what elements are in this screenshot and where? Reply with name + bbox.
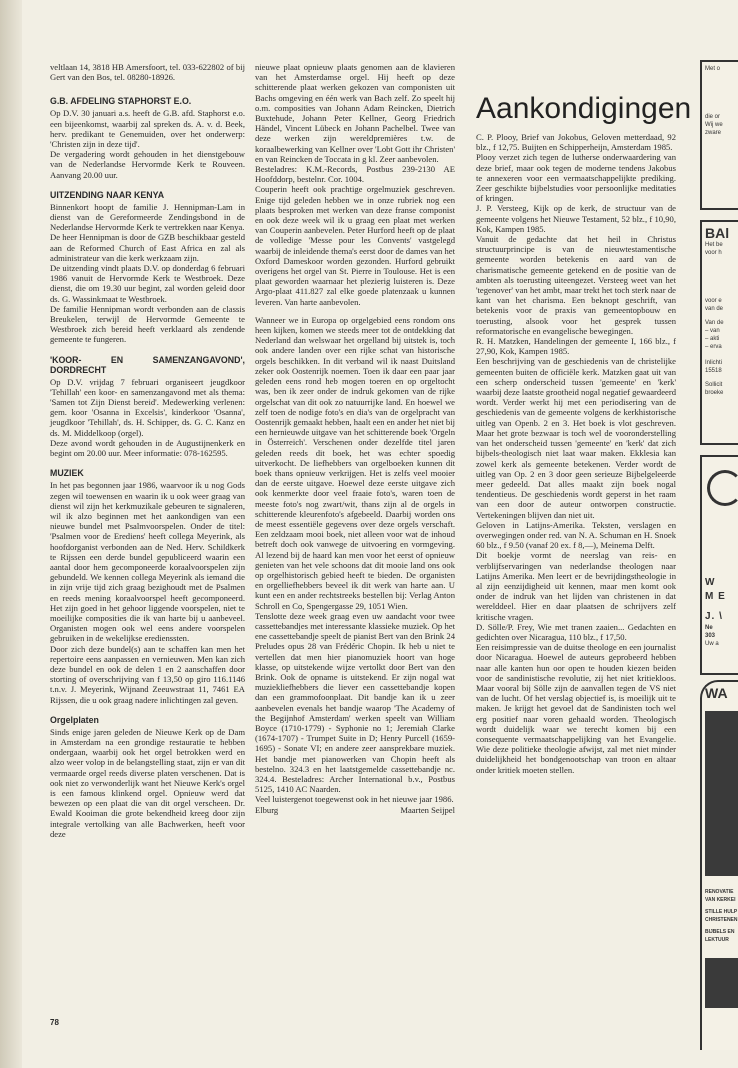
ad-photo-bottom [705,958,738,1008]
ad-text: van de [705,306,724,312]
heading-koor-samenzangavond: 'KOOR- EN SAMENZANGAVOND', DORDRECHT [50,354,245,375]
ad-text: Met o [705,66,721,72]
ad-text: Inlichti [705,360,723,366]
paragraph: De familie Hennipman wordt verbonden aan de classis Breukelen, terwijl de Hervormde Gemeente te Westbroek zich bereid heeft verklaard als zendende gemeente te fungeren. [50,303,245,345]
ad-photo [705,711,738,876]
ad-heading: BAl [705,225,730,241]
column-right [476,92,692,775]
paragraph: Binnenkort hoopt de familie J. Hennipman-Lam in dienst van de Gereformeerde Zendingsbond in de Nederlandse Hervormde Kerk te vertrekken naar Kenya. [50,201,245,233]
paragraph: De vergadering wordt gehouden in het dienstgebouw van de Nederlandse Hervormde Kerk te Rouveen. Aanvang 20.00 uur. [50,149,245,180]
ad-text: die or [705,114,721,120]
ad-text: VAN KERKEI [705,897,736,903]
book-review: Plooy verzet zich tegen de lutherse onderwaardering van deze brief, maar ook tegen de moderne tendens Jakobus te annexeren voor een vermaatschappelijkte prediking. Zeer geschikte bijbelstudies voor persoonlijke meditaties of kringen. [476,152,676,204]
paragraph: Veel luistergenot toegewenst ook in het nieuwe jaar 1986. [255,794,454,805]
paragraph: Couperin heeft ook prachtige orgelmuziek geschreven. Enige tijd geleden hebben we in onze rubriek nog een plaats besproken met werken van deze franse componist en ook deze week wil ik u graag een plaat met werken van Couperin aanbevelen. Peter Hurford heeft op de plaat de volledige 'Messe pour les Convents' vastgelegd waarbij de inleidende thema's eerst door de dames van het Oxford Dameskoor worden gezonden. Hurford gebruikt overigens het orgel van St. Pierre in Toulouse. Het is een plaat geworden waarnaar het plezierig luisteren is. Deze Argo-plaat 411.827 zal elke goede platenzaak u kunnen leveren. Van harte aanbevolen. [255,184,455,307]
book-review: Dit boekje vormt de neerslag van reis- en verblijfservaringen van nederlandse theologen naar Latijns Amerika. Men leert er de bevrijdingstheologie in al zijn eenzijdigheid uit kennen, maar men komt ook onder de indruk van het lijden van christenen in dat werelddeel. Hier en daar plaatsen de schrijvers zelf kritische vragen. [476,550,676,622]
page-number: 78 [50,1018,59,1027]
paragraph: Op D.V. vrijdag 7 februari organiseert jeugdkoor 'Tehillah' een koor- en samenzangavond met als thema: 'Samen tot Zijn Dienst bereid'. Medewerking verlenen: gem. koor 'Osanna in Excelsis', kinderkoor 'Osanna', jeugdkoor 'Tehillah', ds. H. Schipper, ds. G. C. Kanz en ds. M. Middelkoop (orgel). [50,376,245,438]
ad-box-wa [700,680,738,1050]
paragraph: Deze avond wordt gehouden in de Augustijnenkerk en begint om 20.00 uur. Meer informatie: 078-162595. [50,437,245,459]
paragraph: Sinds enige jaren geleden de Nieuwe Kerk op de Dam in Amsterdam na een grondige restauratie te hebben ondergaan, waarbij ook het orgel betrokken werd en alzo weer volop in de belangstelling staat, zijn er van dit vermaarde orgel reeds diverse platen verschenen. Dat is ook niet zo verwonderlijk want het Nieuwe Kerk's orgel is een famous klinkend orgel. Opnieuw werd dat bewezen op een plaat die van dit orgel verscheen. Dr. Ewald Kooiman die grote bekendheid kreeg door zijn integrale vertolking van alle Bachwerken, heeft voor deze [50,726,245,839]
ad-heading: M E [705,591,726,602]
intro-text: veltlaan 14, 3818 HB Amersfoort, tel. 033-622802 of bij Gert van den Bos, tel. 08280-18926. [50,62,245,83]
ad-text: 303 [705,633,716,639]
book-entry: D. Sölle/P. Frey, Wie met tranen zaaien... Gedachten en gedichten over Nicaragua, 110 blz., f 17,50. [476,621,676,642]
ad-text: STILLE HULP [705,909,738,915]
heading-orgelplaten: Orgelplaten [50,714,99,725]
book-entry: J. P. Versteeg, Kijk op de kerk, de structuur van de gemeente volgens het Nieuwe Testament, 52 blz., f 10,90, Kok, Kampen 1985. [476,203,676,234]
ad-text: 15518 [705,368,722,374]
paragraph: nieuwe plaat opnieuw plaats genomen aan de klavieren van het Amsterdamse orgel. Hij heeft op deze schitterende plaat werken gekozen van componisten uit Bachs omgeving en één werk van Bach zelf. Zo speelt hij o.m. composities van Johann Adam Reincken, Dietrich Buxtehude, Johann Peter Kellner, Georg Friedrich Händel, Vincent Lübeck en Johann Pachelbel. Twee van deze werken zijn wereldpremières t.w. de koraalbewerking van Kellner over 'Lobt Gott ihr Christen' en van Reincken de Toccata in g kl. Zeer aanbevolen. [255,62,455,164]
ad-heading: J. \ [705,611,723,622]
ad-box-wme [700,455,738,675]
ad-text: – akti [705,336,720,342]
ad-text: Sollicit [705,382,723,388]
heading-muziek: MUZIEK [50,468,84,479]
book-entry: C. P. Plooy, Brief van Jokobus, Geloven metterdaad, 92 blz., f 12,75. Buijten en Schipperheijn, Amsterdam 1985. [476,132,676,153]
page-gutter-shadow [0,0,22,1068]
ad-text: Van de [705,320,724,326]
paragraph: Tenslotte deze week graag even uw aandacht voor twee cassettebandjes met interessante klassieke muziek. Op het ene cassettebandje speelt de pianist Bert van den Brink 24 Preludes opus 28 van Frédéric Chopin. Ik heb u niet te vertellen dat men hier pianomuziek hoort van hoge klasse, op uitstekende wijze vertolkt door Bert van den Brink. Ook de opname is uitstekend. Er zijn nogal wat muziekliefhebbers die liever een cassettebandje kopen dan een grammofoonplaat. Dit bandje kan ik u zeer aanbevelen evenals het bandje waarop 'The Academy of the Begijnhof Amsterdam' werken speelt van William Boyce (1710-1779) - Syphonie no 1; Jeremiah Clarke (1674-1707) - Trumpet Suite in D; Henry Purcell (1659-1695) - Sonate VI; en andere zeer aansprekbare muziek. Het bandje met pianowerken van Chopin heeft als bestelno. 324.3 en het laatstgemelde cassettebandje nc. 324.4. Besteladres: Archer International b.v., Postbus 5125, 1410 AC Naarden. [255,610,455,795]
paragraph: Door zich deze bundel(s) aan te schaffen kan men het repertoire eens aanpassen en vernieuwen. Men kan zich deze bundel en ook de delen 1 en 2 aanschaffen door storting of overschrijving van f 13,50 op giro 116.1146 t.n.v. J. Meyerink, Wijnand Zeeuwstraat 11, 7461 EA Rijssen, die u ook graag nadere inlichtingen zal geven. [50,643,245,705]
ad-text: voor e [705,298,722,304]
ad-text: LEKTUUR [705,937,729,943]
ad-heading: W [705,577,716,588]
sign-place: Elburg [255,804,279,815]
paragraph: De heer Hennipman is door de GZB beschikbaar gesteld aan de Reformed Church of East Africa en zal als administrateur van die kerk werkzaam zijn. [50,232,245,263]
book-entry: Geloven in Latijns-Amerika. Teksten, verslagen en overwegingen onder red. van N. A. Schuman en H. Snoek 60 blz., f 9.50 (vanaf 20 ex. f 8,—), Meinema Delft. [476,519,676,551]
ad-text: RENOVATIE [705,889,734,895]
ad-text: Het be [705,242,723,248]
column-left [50,62,245,839]
ad-box-bal [700,220,738,445]
advertisement-strip [700,60,738,1050]
ad-text: broeke [705,390,724,396]
column-middle [255,62,455,815]
paragraph: In het pas begonnen jaar 1986, waarvoor ik u nog Gods zegen wil toewensen en waarin ik u ook weer graag van dienst wil zijn het kerkmuzikale gebeuren te signaleren, wil ik alzo beginnen met het aankondigen van een nieuwe bundel met Psalmvoorspelen. Onder de titel: 'Psalmen voor de Erediens' heeft collega Meyerink, als hoofdorganist verbonden aan de Ned. Herv. Schildkerk te Rijssen een derde bundel gepubliceerd waarin een aantal door hem gecomponeerde koraalvoorspelen zijn gebundeld. We kennen collega Meyerink als iemand die in zijn vrije tijd zich graag bezighoudt met de Psalmen en reeds mening koraalvoorspel heeft gecomponeerd. Het zijn goed in het gehoor liggende voorspelen, niet te moeilijke composities die ik van harte bij u aanbeveel. Organisten mogen ook wel eens andere voorspelen gebruiken in de wekelijkse eredienssten. [50,480,245,644]
heading-uitzending-kenya: UITZENDING NAAR KENYA [50,189,165,200]
ad-text: Uw a [705,641,719,647]
ad-text: voor h [705,250,722,256]
paragraph: Besteladres: K.M.-Records, Postbus 239-2130 AE Hoofddorp, bestelnr. Cor. 1004. [255,164,455,185]
ad-heading: WA [705,685,728,701]
spacer [255,307,455,315]
ad-text: – van [705,328,720,334]
ad-text: – erva [705,344,722,350]
paragraph: Op D.V. 30 januari a.s. heeft de G.B. afd. Staphorst e.o. een bijeenkomst, waarbij zal spreken ds. A. v. d. Beek, herv. predikant te Genemuiden, over het onderwerp: 'Christen zijn in deze tijd'. [50,108,245,150]
paragraph: De uitzending vindt plaats D.V. op donderdag 6 februari 1986 vanuit de Hervormde Kerk te Westbroek. Deze dienst, die om 19.30 uur begint, zal worden geleid door ds. G. Wassinkmaat te Westbroek. [50,263,245,304]
emblem-icon [707,470,738,506]
sign-name: Maarten Seijpel [400,804,455,815]
book-entry: R. H. Matzken, Handelingen der gemeente I, 166 blz., f 27,90, Kok, Kampen 1985. [476,336,676,357]
section-title-aankondigingen: Aankondigingen [476,92,692,125]
heading-gb-staphorst: G.B. AFDELING STAPHORST E.O. [50,96,192,107]
signature-line [255,805,455,815]
book-review: Vanuit de gedachte dat het heil in Christus structuurprincipe is van de nieuwtestamentische gemeente worden betekenis en aard van de charismatische gemeente getekend en de positie van de ambten als toerusting uiteengezet. Versteeg weet van het 'tegenover' van het ambt, maar trekt het toch sterk naar de kant van het charisma. Een beknopt geschrift, van betekenis voor de praxis van gemeentopbouw en toerusting, alsook voor het gesprek tussen reformatorische en evangelische bewegingen. [476,234,676,336]
book-review: Een reisimpressie van de duitse theologe en een journalist door Nicaragua. Hoewel de auteurs geprobeerd hebben naar alle kanten hun oor open te houden kiezen beiden voor de sandinistische revolutie, zij het niet kritiekloos. Maar vooral bij Sölle zijn de aanvallen tegen de VS niet van de lucht. Of het verslag objectief is, is moeilijk uit te maken. Je krijgt het gevoel dat de Sandinisten toch wel erg positief naar voren gehaald worden. Theologisch wordt duidelijk waar we terecht komen bij een consequente vermaatschappelijking van het Evangelie. Wie deze politieke theologie afwijst, zal met niet minder duidelijkheid het bondgenootschap van troon en altaar onder kritiek moeten stellen. [476,642,676,775]
ad-text: CHRISTENEN [705,917,738,923]
paragraph: Wanneer we in Europa op orgelgebied eens rondom ons heen kijken, komen we steeds meer tot de ontdekking dat Nederland dan welswaar het orgelland bij uitstek is, toch ook andere landen over een rijke schat van historische orgels beschikken. In dit verband wil ik naast Duitsland zeker ook Oostenrijk noemen. Toen ik daar een paar jaar geleden eens rond heb mogen toeren en op orgeltocht was, ben ik zeer onder de indruk gekomen van de rijke orgelschat van dit ook zo natuurrijke land. En hoewel we zelf toen de nodige foto's en dia's van de orgelpracht van Oostenrijk gemaakt hebben, haalt een en ander het niet bij een hernieuwde uitgave van het schitterende boek 'Orgeln in Österreich'. Verschenen onder dezelfde titel jaren geleden reeds dit boek, het was echter spoedig uitverkocht. De liefhebbers van orgelboeken kunnen dit boek thans opnieuw verkrijgen. Het is zelfs veel mooier dan de eerste uitgave. Hoewel deze eerste uitgave zich ook kenmerkte door veel fraaie foto's, waren toen de meeste foto's nog zwart/wit, thans zijn al de orgels in schitterende kleurenfoto's afgebeeld. Daarbij worden ons de meest essentiële gegevens over deze orgels verschaft. Een zeldzaam mooi boek, niet alleen voor wat de inhoud betreft doch ook vanwege de uitvoering en vormgeving. Al lezend bij de haard kan men voor het eerst of opnieuw genieten van het vele schoons dat dit mooie land ons ook op orgelhistorisch gebied heeft te bieden. De organisten en orgelliefhebbers beveel ik dit werk van harte aan. U kunt een en ander rechtstreeks bestellen bij: Verlag Anton Schroll en Co, Spengergasse 29, 1051 Wien. [255,314,455,611]
ad-text: BIJBELS EN [705,929,735,935]
book-review: Een beschrijving van de geschiedenis van de christelijke gemeenten buiten de officiële kerk. Matzken gaat uit van een scherp onderscheid tussen 'gemeente' en 'kerk' waarbij deze laatste grootheid nogal negatief gewaardeerd wordt. Verder werkt hij met een periodisering van de geschiedenis van de gemeente volgens de kerkhistorische uitleg van Openb. 2 en 3. Het boek is vlot geschreven. Maar het grote bezwaar is toch wel de vooronderstelling van het onderscheid tussen 'gemeente' en 'kerk' dat zich bijbels-theologisch niet laat waar maken. Ekklesia kan zowel kerk als gemeente betekenen. Verder wordt de uitleg van Op. 2 en 3 door geen serieuze Bijbelgeleerde meer gedeeld. Dat alles maakt zijn boek nogal tendentieus. De geschiedenis wordt geperst in het raam van een door de auteur ontworpen constructie. Vertekeningen blijven dan niet uit. [476,356,676,520]
ad-text: zware [705,130,722,136]
ad-text: Wij we [705,122,723,128]
ad-text: Ne [705,625,713,631]
ad-box-top [700,60,738,210]
